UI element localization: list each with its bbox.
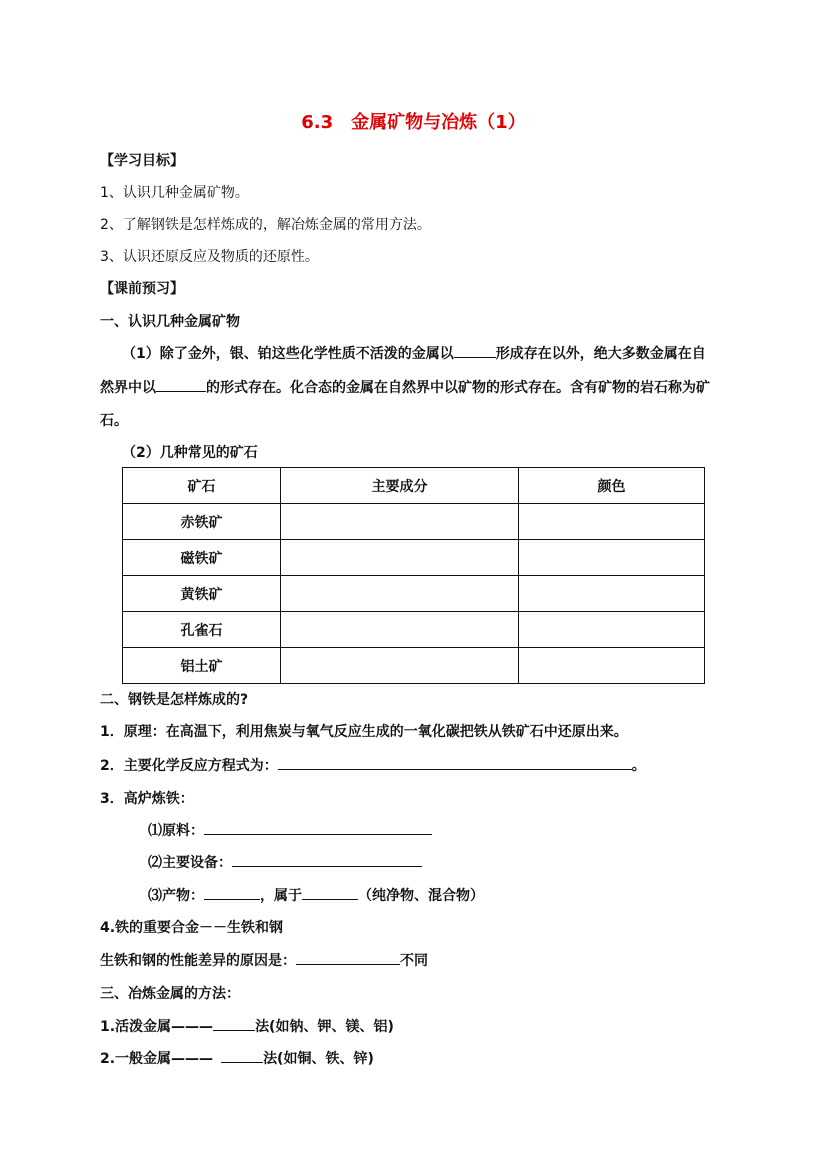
table-row xyxy=(123,576,705,612)
ore-table xyxy=(122,467,705,684)
color-cell[interactable] xyxy=(519,576,705,612)
text-segment: 然界中以 xyxy=(100,380,156,396)
ore-name-cell: 黄铁矿 xyxy=(123,576,281,612)
text-segment: 2．主要化学反应方程式为： xyxy=(100,758,278,774)
text-segment: （纯净物、混合物） xyxy=(358,888,484,904)
goal-item: 1、认识几种金属矿物。 xyxy=(100,185,249,201)
text-segment: 2.一般金属——— xyxy=(100,1051,214,1067)
text-segment: 1.活泼金属——— xyxy=(100,1019,214,1035)
header-cell: 主要成分 xyxy=(281,468,519,504)
fill-blank[interactable] xyxy=(156,377,206,392)
fill-blank[interactable] xyxy=(454,343,496,358)
text-segment: ⑵主要设备： xyxy=(148,855,232,871)
equipment-line xyxy=(148,852,422,872)
text-segment: ⑶产物： xyxy=(148,888,204,904)
alloy-line: 4.铁的重要合金－－生铁和钢 xyxy=(100,920,284,936)
fill-blank[interactable] xyxy=(232,852,422,867)
equation-line xyxy=(100,755,646,775)
blast-furnace-line: 3．高炉炼铁： xyxy=(100,791,194,807)
table-header-row xyxy=(123,468,705,504)
section3-heading: 三、冶炼金属的方法： xyxy=(100,986,240,1002)
text-segment: 法(如钠、钾、镁、铝) xyxy=(255,1019,394,1035)
ore-name-cell: 孔雀石 xyxy=(123,612,281,648)
fill-blank[interactable] xyxy=(204,820,432,835)
text-segment: 形成存在以外，绝大多数金属在自 xyxy=(495,346,706,362)
header-cell: 颜色 xyxy=(519,468,705,504)
section2-heading: 二、钢铁是怎样炼成的? xyxy=(100,692,249,708)
paragraph-line xyxy=(100,377,710,397)
component-cell[interactable] xyxy=(281,504,519,540)
fill-blank[interactable] xyxy=(278,755,632,770)
component-cell[interactable] xyxy=(281,648,519,684)
products-line xyxy=(148,885,484,905)
goal-item: 2、了解钢铁是怎样炼成的，解冶炼金属的常用方法。 xyxy=(100,217,431,233)
table-row xyxy=(123,612,705,648)
color-cell[interactable] xyxy=(519,504,705,540)
text-segment: ，属于 xyxy=(260,888,302,904)
general-metal-line xyxy=(100,1048,374,1068)
section1-heading: 一、认识几种金属矿物 xyxy=(100,314,240,330)
table-row xyxy=(123,648,705,684)
ore-name-cell: 赤铁矿 xyxy=(123,504,281,540)
component-cell[interactable] xyxy=(281,612,519,648)
text-segment: 不同 xyxy=(400,953,428,969)
table-caption: （2）几种常见的矿石 xyxy=(122,445,258,461)
fill-blank[interactable] xyxy=(213,1016,255,1031)
raw-materials-line xyxy=(148,820,432,840)
document-title: 6.3 金属矿物与冶炼（1） xyxy=(301,112,526,133)
preview-heading: 【课前预习】 xyxy=(100,281,184,297)
active-metal-line xyxy=(100,1016,394,1036)
text-segment: （1）除了金外，银、铂这些化学性质不活泼的金属以 xyxy=(122,346,454,362)
goal-item: 3、认识还原反应及物质的还原性。 xyxy=(100,249,319,265)
text-segment: 。 xyxy=(631,758,646,774)
text-segment: ⑴原料： xyxy=(148,823,204,839)
ore-name-cell: 铝土矿 xyxy=(123,648,281,684)
color-cell[interactable] xyxy=(519,540,705,576)
fill-blank[interactable] xyxy=(221,1048,263,1063)
goals-heading: 【学习目标】 xyxy=(100,153,184,169)
principle-line: 1．原理：在高温下，利用焦炭与氧气反应生成的一氧化碳把铁从铁矿石中还原出来。 xyxy=(100,724,628,740)
text-segment: 生铁和钢的性能差异的原因是： xyxy=(100,953,296,969)
component-cell[interactable] xyxy=(281,576,519,612)
component-cell[interactable] xyxy=(281,540,519,576)
table-row xyxy=(123,504,705,540)
fill-blank[interactable] xyxy=(204,885,260,900)
difference-line xyxy=(100,950,428,970)
color-cell[interactable] xyxy=(519,648,705,684)
paragraph-line: 石。 xyxy=(100,413,128,429)
text-segment: 法(如铜、铁、锌) xyxy=(263,1051,374,1067)
paragraph-line xyxy=(122,343,706,363)
color-cell[interactable] xyxy=(519,612,705,648)
fill-blank[interactable] xyxy=(302,885,358,900)
table-row xyxy=(123,540,705,576)
text-segment: 的形式存在。化合态的金属在自然界中以矿物的形式存在。含有矿物的岩石称为矿 xyxy=(206,380,710,396)
ore-name-cell: 磁铁矿 xyxy=(123,540,281,576)
header-cell: 矿石 xyxy=(123,468,281,504)
fill-blank[interactable] xyxy=(296,950,400,965)
